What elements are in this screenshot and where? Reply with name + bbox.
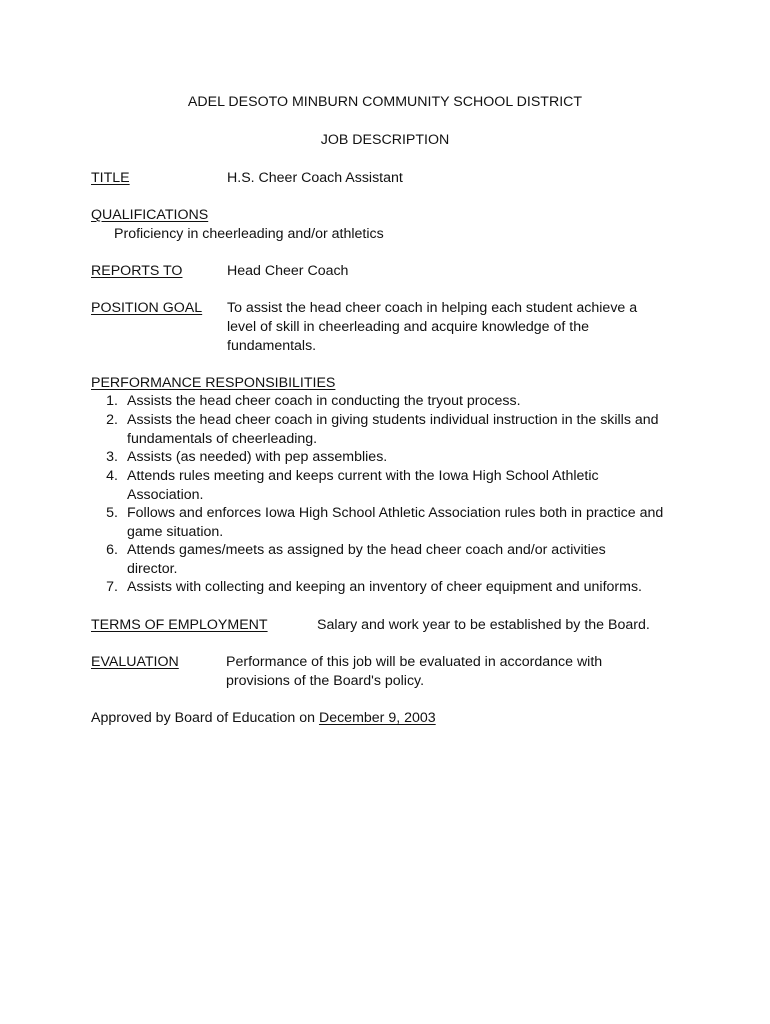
- list-item: Assists with collecting and keeping an inventory of cheer equipment and uniforms.: [127, 579, 642, 595]
- list-item-number: 5.: [106, 505, 118, 521]
- evaluation-line-2: provisions of the Board's policy.: [226, 673, 425, 689]
- reports-to-label: REPORTS TO: [91, 263, 183, 279]
- position-goal-line-2: level of skill in cheerleading and acquire knowledge of the: [227, 319, 590, 335]
- list-item-number: 7.: [106, 579, 118, 595]
- list-item: Assists the head cheer coach in giving students individual instruction in the skills and fundamentals of cheerleading.: [127, 412, 659, 447]
- position-goal-line-1: To assist the head cheer coach in helping each student achieve a: [227, 300, 638, 316]
- document-type-heading: JOB DESCRIPTION: [320, 132, 450, 148]
- district-heading: ADEL DESOTO MINBURN COMMUNITY SCHOOL DISTRICT: [187, 94, 583, 110]
- list-item: Follows and enforces Iowa High School Athletic Association rules both in practice and game situation.: [127, 505, 664, 540]
- list-item-number: 6.: [106, 542, 118, 558]
- qualifications-label: QUALIFICATIONS: [91, 207, 209, 223]
- list-item-number: 3.: [106, 449, 118, 465]
- reports-to-value: Head Cheer Coach: [227, 263, 349, 279]
- position-goal-line-3: fundamentals.: [227, 338, 317, 354]
- list-item-number: 4.: [106, 468, 118, 484]
- responsibilities-label: PERFORMANCE RESPONSIBILITIES: [91, 375, 336, 391]
- approval-date: December 9, 2003: [318, 710, 436, 726]
- evaluation-line-1: Performance of this job will be evaluated in accordance with: [226, 654, 603, 670]
- list-item: Assists (as needed) with pep assemblies.: [127, 449, 388, 465]
- qualifications-value: Proficiency in cheerleading and/or athletics: [114, 226, 384, 242]
- list-item-number: 2.: [106, 412, 118, 428]
- title-label: TITLE: [91, 170, 130, 186]
- terms-value: Salary and work year to be established by the Board.: [317, 617, 650, 633]
- list-item-number: 1.: [106, 393, 118, 409]
- title-value: H.S. Cheer Coach Assistant: [227, 170, 403, 186]
- terms-label: TERMS OF EMPLOYMENT: [91, 617, 268, 633]
- list-item: Attends rules meeting and keeps current with the Iowa High School Athletic Association.: [127, 468, 599, 503]
- evaluation-label: EVALUATION: [91, 654, 179, 670]
- list-item: Assists the head cheer coach in conducting the tryout process.: [127, 393, 521, 409]
- list-item: Attends games/meets as assigned by the head cheer coach and/or activities director.: [127, 542, 606, 577]
- approval-prefix: Approved by Board of Education on: [91, 710, 319, 726]
- approval-line: [91, 709, 436, 727]
- position-goal-label: POSITION GOAL: [91, 300, 203, 316]
